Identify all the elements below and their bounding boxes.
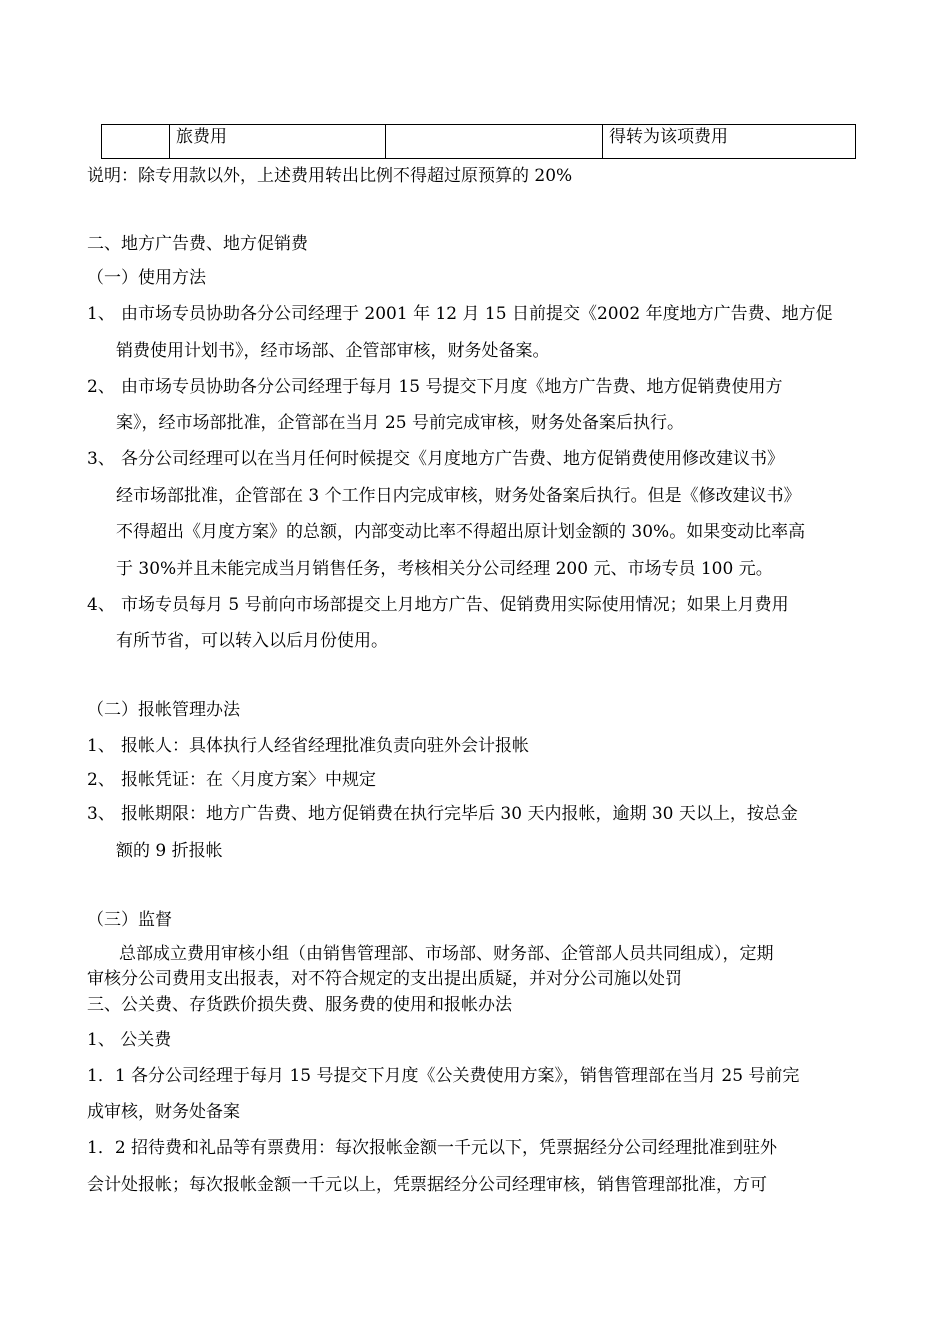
- table-cell: [102, 125, 170, 159]
- list-item-line: 销费使用计划书》，经市场部、企管部审核，财务处备案。: [116, 341, 550, 361]
- list-item-line: 有所节省，可以转入以后月份使用。: [116, 631, 388, 651]
- paragraph-line: 1．2 招待费和礼品等有票费用：每次报帐金额一千元以下，凭票据经分公司经理批准到驻外: [87, 1138, 778, 1158]
- subsection-usage-title: （一）使用方法: [87, 268, 206, 288]
- table-cell: [386, 125, 603, 159]
- list-item-line: 额的 9 折报帐: [116, 841, 223, 861]
- paragraph-line: 1．1 各分公司经理于每月 15 号提交下月度《公关费使用方案》，销售管理部在当月 25 号前完: [87, 1066, 800, 1086]
- paragraph-line: 成审核，财务处备案: [87, 1102, 240, 1122]
- table-row: [102, 125, 856, 159]
- subsection-reimbursement-title: （二）报帐管理办法: [87, 700, 240, 720]
- list-item-line: 由市场专员协助各分公司经理于每月 15 号提交下月度《地方广告费、地方促销费使用方: [121, 377, 783, 397]
- section-3-title: 三、公关费、存货跌价损失费、服务费的使用和报帐办法: [87, 995, 512, 1015]
- list-number: 3、: [87, 449, 115, 469]
- list-number: 2、: [87, 770, 115, 790]
- list-number: 1、: [87, 304, 115, 324]
- subsection-supervision-title: （三）监督: [87, 910, 172, 930]
- table-cell: 得转为该项费用: [603, 125, 856, 159]
- list-item-line: 报帐期限：地方广告费、地方促销费在执行完毕后 30 天内报帐，逾期 30 天以上，按总金: [121, 804, 798, 824]
- paragraph-line: 审核分公司费用支出报表，对不符合规定的支出提出质疑，并对分公司施以处罚: [87, 969, 682, 989]
- note-text: 说明：除专用款以外，上述费用转出比例不得超过原预算的 20%: [87, 166, 573, 186]
- table-cell: 旅费用: [170, 125, 386, 159]
- list-item-line: 于 30%并且未能完成当月销售任务，考核相关分公司经理 200 元、市场专员 100 元。: [116, 559, 773, 579]
- paragraph-line: 会计处报帐；每次报帐金额一千元以上，凭票据经分公司经理审核，销售管理部批准，方可: [87, 1175, 767, 1195]
- paragraph-line: 总部成立费用审核小组（由销售管理部、市场部、财务部、企管部人员共同组成），定期: [119, 944, 774, 964]
- list-item-line: 案》，经市场部批准，企管部在当月 25 号前完成审核，财务处备案后执行。: [116, 413, 684, 433]
- list-item-line: 报帐人：具体执行人经省经理批准负责向驻外会计报帐: [121, 736, 529, 756]
- list-number: 2、: [87, 377, 115, 397]
- item-pr-fee: 1、 公关费: [87, 1030, 172, 1050]
- list-item-line: 市场专员每月 5 号前向市场部提交上月地方广告、促销费用实际使用情况；如果上月费用: [121, 595, 789, 615]
- list-number: 1、: [87, 736, 115, 756]
- expense-table: [101, 124, 856, 159]
- list-number: 3、: [87, 804, 115, 824]
- list-item-line: 报帐凭证：在〈月度方案〉中规定: [121, 770, 376, 790]
- section-2-title: 二、地方广告费、地方促销费: [87, 234, 308, 254]
- list-item-line: 各分公司经理可以在当月任何时候提交《月度地方广告费、地方促销费使用修改建议书》: [121, 449, 784, 469]
- list-item-line: 经市场部批准，企管部在 3 个工作日内完成审核，财务处备案后执行。但是《修改建议书》: [116, 486, 801, 506]
- list-item-line: 不得超出《月度方案》的总额，内部变动比率不得超出原计划金额的 30%。如果变动比率高: [116, 522, 806, 542]
- list-number: 4、: [87, 595, 115, 615]
- list-item-line: 由市场专员协助各分公司经理于 2001 年 12 月 15 日前提交《2002 年度地方广告费、地方促: [121, 304, 833, 324]
